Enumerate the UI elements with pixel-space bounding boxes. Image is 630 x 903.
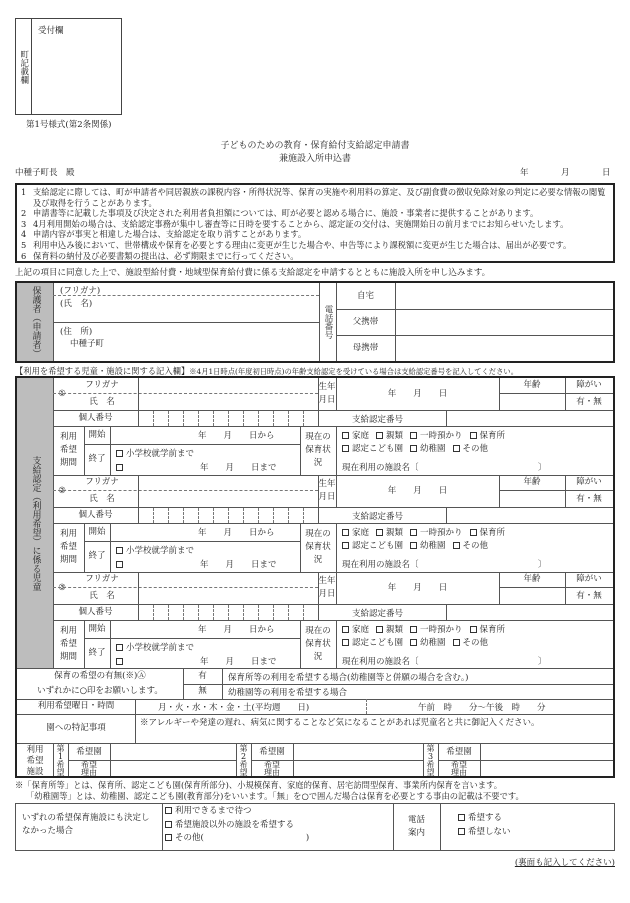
- facility-name-label: 希望園: [259, 746, 285, 757]
- child-care-options-row2: [342, 636, 495, 648]
- notice-item: 2 申請書等に記載した事項及び決定された利用者負担額については、町が必要と認める場合に、施設・事業者に提供することがあります。: [21, 208, 539, 219]
- notice-item: 1 支給認定に際しては、町が申請者や同居親族の課税内容・所得状況等、保育の実施や利用料の算定、及び副食費の徴収免除対象の判定に必要な情報の閲覧及び取得を行うことがあります。: [21, 187, 606, 208]
- child-personal-number-input[interactable]: [139, 411, 319, 426]
- child-period-text: 利用希望期間: [59, 432, 77, 468]
- facility-rank-text: 第2希望: [239, 743, 248, 777]
- footnote-line2: 「幼稚園等」とは、幼稚園、認定こども園(教育部分)をいいます。「無」を○で囲んだ場合は保育を必要とする事由の記載は不要です。: [26, 791, 524, 801]
- divider: [336, 620, 337, 669]
- child-disability-value[interactable]: 有・無: [576, 493, 602, 504]
- child-disability-label: 障がい: [576, 477, 602, 487]
- care-option[interactable]: 一時預かり: [410, 625, 463, 635]
- care-option[interactable]: 認定こども園: [342, 541, 403, 551]
- facility-name-input[interactable]: [294, 744, 422, 759]
- date-day-label: 日: [602, 168, 611, 178]
- checkbox-icon[interactable]: [116, 561, 123, 568]
- child-index: ③: [58, 582, 66, 593]
- facility-label: 利用希望施設: [26, 744, 44, 777]
- checkbox-icon[interactable]: [342, 542, 349, 549]
- phone-guidance-label: 電話案内: [407, 815, 425, 838]
- child-current-facility-close: 〕: [538, 560, 547, 570]
- facility-rank-text: 第1希望: [56, 743, 65, 777]
- checkbox-icon[interactable]: [376, 626, 383, 633]
- child-age-input[interactable]: [500, 394, 564, 409]
- guardian-name-input[interactable]: [100, 297, 318, 321]
- divider: [318, 604, 319, 620]
- child-age-label: 年齢: [523, 574, 541, 584]
- facility-name-label: 希望園: [76, 746, 102, 757]
- child-start-value[interactable]: 年 月 日から: [198, 431, 275, 441]
- checkbox-icon[interactable]: [453, 445, 460, 452]
- child-personal-number-label: 個人番号: [78, 509, 113, 520]
- child-period-label: [53, 620, 84, 669]
- children-header-note: ※4月1日時点(年度初日時点)の年齢支給認定を受けている場合は支給認定番号を記入してください。: [189, 367, 518, 376]
- checkbox-icon[interactable]: [453, 639, 460, 646]
- date-year-label: 年: [520, 168, 529, 178]
- checkbox-icon[interactable]: [116, 464, 123, 471]
- child-name-input[interactable]: [140, 394, 316, 409]
- children-header-title: 【利用を希望する児童・施設に関する記入欄】: [15, 366, 190, 376]
- checkbox-icon[interactable]: [116, 644, 123, 651]
- checkbox-icon[interactable]: [410, 529, 417, 536]
- child-current-facility-label: 現在利用の施設名〔: [342, 463, 419, 473]
- footnote-line1: ※「保育所等」とは、保育所、認定こども園(保育所部分)、小規模保育、家庭的保育、居宅訪問型保育、事業所内保育を言います。: [15, 780, 503, 790]
- child-personal-number-input[interactable]: [139, 605, 319, 620]
- divider: [318, 507, 319, 523]
- child-start-label: 開始: [88, 526, 106, 537]
- notice-item: 3 4月利用開始の場合は、支給認定事務が集中し審査等に日時を要することから、認定証の交付は、実施開始日の前月までにお知らせいたします。: [21, 218, 569, 229]
- child-care-options-row2: [342, 442, 495, 454]
- facility-reason-text: 希望理由: [81, 759, 97, 777]
- child-age-label: 年齢: [523, 380, 541, 390]
- child-end-label: 終了: [88, 551, 106, 561]
- divider: [318, 410, 319, 426]
- facility-reason-label: [68, 760, 110, 777]
- child-end-option-date[interactable]: 年 月 日まで: [116, 558, 277, 570]
- care-option[interactable]: 親類: [376, 528, 403, 538]
- divider: [84, 444, 300, 445]
- care-option[interactable]: 家庭: [342, 528, 369, 538]
- child-care-options-row2: [342, 539, 495, 551]
- town-entry-label: 町記載欄: [16, 19, 32, 114]
- child-birth-label: [318, 475, 336, 507]
- child-age-input[interactable]: [500, 588, 564, 603]
- special-notes-hint[interactable]: ※アレルギーや発達の遅れ、病気に関することなど気になることがあれば児童名と共に御記入ください。: [140, 718, 540, 728]
- facility-name-input[interactable]: [111, 744, 235, 759]
- child-disability-value[interactable]: 有・無: [576, 396, 602, 407]
- divider: [138, 475, 139, 507]
- facility-reason-text: 希望理由: [451, 759, 467, 777]
- child-current-facility-close: 〕: [538, 463, 547, 473]
- children-side-label: 支給認定（利用希望）に係る児童: [30, 455, 41, 591]
- child-start-label: 開始: [88, 623, 106, 634]
- checkbox-icon[interactable]: [470, 626, 477, 633]
- child-furigana-label: フリガナ: [85, 379, 119, 390]
- child-current-facility-input[interactable]: [425, 654, 535, 667]
- child-cert-number-input[interactable]: [447, 605, 612, 620]
- child-period-text: 利用希望期間: [59, 626, 77, 662]
- care-option[interactable]: 親類: [376, 431, 403, 441]
- divider: [138, 572, 139, 604]
- child-furigana-input[interactable]: [140, 573, 316, 586]
- care-option[interactable]: 幼稚園: [410, 444, 446, 454]
- care-wish-no[interactable]: 無: [198, 686, 207, 696]
- facility-reason-input[interactable]: [294, 761, 422, 776]
- divider: [53, 295, 319, 296]
- care-option[interactable]: 保育所: [470, 431, 506, 441]
- guardian-side-label: 保護者（申請者）: [30, 286, 41, 358]
- facility-reason-label: [438, 760, 480, 777]
- care-option[interactable]: 一時預かり: [410, 528, 463, 538]
- checkbox-icon[interactable]: [376, 432, 383, 439]
- special-notes-label: 園への特記事項: [46, 723, 106, 733]
- child-end-option-date[interactable]: 年 月 日まで: [116, 461, 277, 473]
- notice-item: 5 利用申込み後において、世帯構成や保育を必要とする理由に変更が生じた場合や、申告等により課税額に変更が生じた場合は、届出が必要です。: [21, 239, 572, 250]
- child-start-value[interactable]: 年 月 日から: [198, 625, 275, 635]
- child-current-facility-label: 現在利用の施設名〔: [342, 657, 419, 667]
- child-current-care-label: [300, 426, 336, 475]
- child-current-facility-label: 現在利用の施設名〔: [342, 560, 419, 570]
- care-option[interactable]: 保育所: [470, 625, 506, 635]
- child-birth-label: [318, 572, 336, 604]
- page-title: 子どものための教育・保育給付支給認定申請書: [220, 141, 410, 151]
- divider: [366, 699, 367, 714]
- child-cert-number-label: 支給認定番号: [352, 609, 404, 619]
- facility-reason-text: 希望理由: [264, 759, 280, 777]
- child-current-facility-input[interactable]: [425, 557, 535, 570]
- care-option[interactable]: その他: [453, 638, 489, 648]
- child-name-label: 氏 名: [89, 396, 115, 407]
- child-furigana-input[interactable]: [140, 476, 316, 489]
- checkbox-icon[interactable]: [410, 445, 417, 452]
- phone-father-label: 父携帯: [352, 316, 379, 327]
- care-option[interactable]: その他: [453, 541, 489, 551]
- child-period-text: 利用希望期間: [59, 529, 77, 565]
- checkbox-icon[interactable]: [165, 807, 172, 814]
- undecided-option[interactable]: 利用できるまで待つ: [165, 805, 309, 819]
- divider: [336, 426, 337, 475]
- child-end-option-preschool[interactable]: 小学校就学前まで: [116, 447, 194, 459]
- child-cert-number-label: 支給認定番号: [352, 415, 404, 425]
- child-index: ②: [58, 485, 66, 496]
- checkbox-icon[interactable]: [116, 547, 123, 554]
- child-period-label: [53, 523, 84, 572]
- child-birth-text: 生年月日: [318, 576, 336, 599]
- undecided-option[interactable]: 希望施設以外の施設を希望する: [165, 819, 309, 833]
- care-option[interactable]: 幼稚園: [410, 638, 446, 648]
- phone-mother-label: 母携帯: [352, 342, 379, 353]
- reception-box: [15, 18, 122, 115]
- care-wish-no-desc: 幼稚園等の利用を希望する場合: [228, 688, 348, 698]
- child-personal-number-input[interactable]: [139, 508, 319, 523]
- care-option[interactable]: 幼稚園: [410, 541, 446, 551]
- checkbox-icon[interactable]: [165, 821, 172, 828]
- guardian-name-label: (氏 名): [60, 299, 93, 309]
- care-option[interactable]: 認定こども園: [342, 444, 403, 454]
- reception-label: 受付欄: [38, 26, 64, 36]
- care-wish-yes-desc: 保育所等の利用を希望する場合(幼稚園等と併願の場合を含む。): [228, 673, 469, 683]
- schedule-time[interactable]: 午前 時 分～午後 時 分: [418, 703, 546, 713]
- child-name-label: 氏 名: [89, 590, 115, 601]
- child-furigana-label: フリガナ: [85, 573, 119, 584]
- care-option[interactable]: 家庭: [342, 431, 369, 441]
- notices-box: [15, 183, 615, 263]
- child-personal-number-label: 個人番号: [78, 606, 113, 617]
- child-current-care-text: 現在の保育状況: [305, 432, 331, 468]
- guardian-address-label: (住 所): [60, 327, 93, 337]
- checkbox-icon[interactable]: [116, 450, 123, 457]
- child-care-options-row1: [342, 526, 512, 538]
- child-current-facility-input[interactable]: [425, 460, 535, 473]
- child-end-option-preschool[interactable]: 小学校就学前まで: [116, 641, 194, 653]
- undecided-options: [165, 805, 309, 846]
- checkbox-icon[interactable]: [458, 814, 465, 821]
- care-option[interactable]: 家庭: [342, 625, 369, 635]
- phone-guidance-options: [458, 812, 511, 839]
- undecided-label: いずれの希望保育施設にも決定しなかった場合: [22, 813, 150, 836]
- back-side-note: (裏面も記入してください): [514, 858, 615, 868]
- child-name-input[interactable]: [140, 588, 316, 603]
- divider: [53, 322, 319, 323]
- guardian-furigana-input[interactable]: [120, 284, 318, 294]
- child-cert-number-input[interactable]: [447, 508, 612, 523]
- phone-father-input[interactable]: [396, 310, 613, 334]
- divider: [440, 803, 441, 851]
- child-furigana-label: フリガナ: [85, 476, 119, 487]
- child-current-care-label: [300, 523, 336, 572]
- child-age-label: 年齢: [523, 477, 541, 487]
- addressee: 中種子町長 殿: [15, 168, 75, 178]
- checkbox-icon[interactable]: [470, 529, 477, 536]
- child-birth-value[interactable]: 年 月 日: [387, 485, 448, 496]
- phone-home-input[interactable]: [396, 284, 613, 308]
- form-number: 第1号様式(第2条関係): [26, 120, 112, 130]
- facility-rank-text: 第3希望: [426, 743, 435, 777]
- care-option[interactable]: 認定こども園: [342, 638, 403, 648]
- care-wish-yes[interactable]: 有: [198, 671, 207, 681]
- child-current-facility-close: 〕: [538, 657, 547, 667]
- child-disability-label: 障がい: [576, 574, 602, 584]
- child-current-care-text: 現在の保育状況: [305, 529, 331, 565]
- child-end-label: 終了: [88, 454, 106, 464]
- child-end-option-date[interactable]: 年 月 日まで: [116, 655, 277, 667]
- facility-reason-input[interactable]: [111, 761, 235, 776]
- divider: [110, 620, 111, 669]
- date-month-label: 月: [561, 168, 570, 178]
- child-care-options-row1: [342, 623, 512, 635]
- facility-rank-label: [53, 744, 68, 777]
- care-option[interactable]: 一時預かり: [410, 431, 463, 441]
- guardian-furigana-label: (フリガナ): [60, 286, 101, 296]
- checkbox-icon[interactable]: [342, 445, 349, 452]
- child-birth-text: 生年月日: [318, 382, 336, 405]
- checkbox-icon[interactable]: [410, 626, 417, 633]
- phone-guidance-option[interactable]: 希望しない: [458, 826, 511, 840]
- child-cert-number-label: 支給認定番号: [352, 512, 404, 522]
- child-end-option-preschool[interactable]: 小学校就学前まで: [116, 544, 194, 556]
- child-furigana-input[interactable]: [140, 379, 316, 392]
- phone-mother-input[interactable]: [396, 336, 613, 360]
- divider: [84, 638, 300, 639]
- facility-reason-input[interactable]: [481, 761, 612, 776]
- notice-item: 6 保育料の納付及び必要書類の提出は、必ず期限までに行ってください。: [21, 250, 299, 261]
- page-subtitle: 兼施設入所申込書: [278, 154, 351, 164]
- child-age-input[interactable]: [500, 491, 564, 506]
- facility-rank-label: [423, 744, 438, 777]
- phone-home-label: 自宅: [356, 290, 374, 301]
- care-option[interactable]: その他: [453, 444, 489, 454]
- divider: [336, 523, 337, 572]
- child-birth-text: 生年月日: [318, 479, 336, 502]
- child-birth-value[interactable]: 年 月 日: [387, 388, 448, 399]
- facility-name-input[interactable]: [481, 744, 612, 759]
- checkbox-icon[interactable]: [470, 432, 477, 439]
- care-wish-label: 保育の希望の有無(※)Ⓐ: [54, 671, 146, 681]
- child-disability-label: 障がい: [576, 380, 602, 390]
- care-option[interactable]: 保育所: [470, 528, 506, 538]
- child-current-care-label: [300, 620, 336, 669]
- checkbox-icon[interactable]: [342, 529, 349, 536]
- phone-number-label: 電話番号: [323, 305, 333, 339]
- facility-reason-label: [251, 760, 293, 777]
- facility-rank-label: [236, 744, 251, 777]
- divider: [135, 699, 136, 714]
- divider: [110, 426, 111, 475]
- checkbox-icon[interactable]: [342, 626, 349, 633]
- divider: [183, 684, 613, 685]
- checkbox-icon[interactable]: [410, 542, 417, 549]
- checkbox-icon[interactable]: [453, 542, 460, 549]
- child-index: ①: [58, 388, 66, 399]
- schedule-label: 利用希望曜日・時間: [37, 701, 115, 711]
- care-option[interactable]: 親類: [376, 625, 403, 635]
- child-current-care-text: 現在の保育状況: [305, 626, 331, 662]
- child-care-options-row1: [342, 429, 512, 441]
- agreement-text: 上記の項目に同意した上で、施設型給付費・地域型保育給付費に係る支給認定を申請するとともに施設入所を申し込みます。: [15, 268, 491, 278]
- child-start-value[interactable]: 年 月 日から: [198, 528, 275, 538]
- undecided-option[interactable]: その他( ): [165, 832, 309, 846]
- child-personal-number-label: 個人番号: [78, 412, 113, 423]
- child-name-input[interactable]: [140, 491, 316, 506]
- divider: [138, 378, 139, 410]
- checkbox-icon[interactable]: [376, 529, 383, 536]
- checkbox-icon[interactable]: [342, 639, 349, 646]
- child-birth-label: [318, 378, 336, 410]
- child-name-label: 氏 名: [89, 493, 115, 504]
- checkbox-icon[interactable]: [116, 658, 123, 665]
- divider: [135, 714, 136, 743]
- checkbox-icon[interactable]: [165, 834, 172, 841]
- phone-guidance-option[interactable]: 希望する: [458, 812, 511, 826]
- checkbox-icon[interactable]: [410, 432, 417, 439]
- divider: [162, 803, 163, 851]
- notice-item: 4 申請内容が事実と相違した場合は、支給認定を取り消すことがあります。: [21, 229, 307, 240]
- child-period-label: [53, 426, 84, 475]
- checkbox-icon[interactable]: [410, 639, 417, 646]
- child-cert-number-input[interactable]: [447, 411, 612, 426]
- divider: [84, 541, 300, 542]
- schedule-days[interactable]: 月・火・水・木・金・土(平均週 日): [158, 703, 310, 713]
- facility-name-label: 希望園: [446, 746, 472, 757]
- guardian-address-value: 中種子町: [70, 339, 105, 349]
- checkbox-icon[interactable]: [342, 432, 349, 439]
- checkbox-icon[interactable]: [458, 828, 465, 835]
- child-end-label: 終了: [88, 648, 106, 658]
- child-birth-value[interactable]: 年 月 日: [387, 582, 448, 593]
- care-wish-instruction: いずれかに○印をお願いします。: [37, 686, 163, 696]
- divider: [110, 523, 111, 572]
- child-start-label: 開始: [88, 429, 106, 440]
- child-disability-value[interactable]: 有・無: [576, 590, 602, 601]
